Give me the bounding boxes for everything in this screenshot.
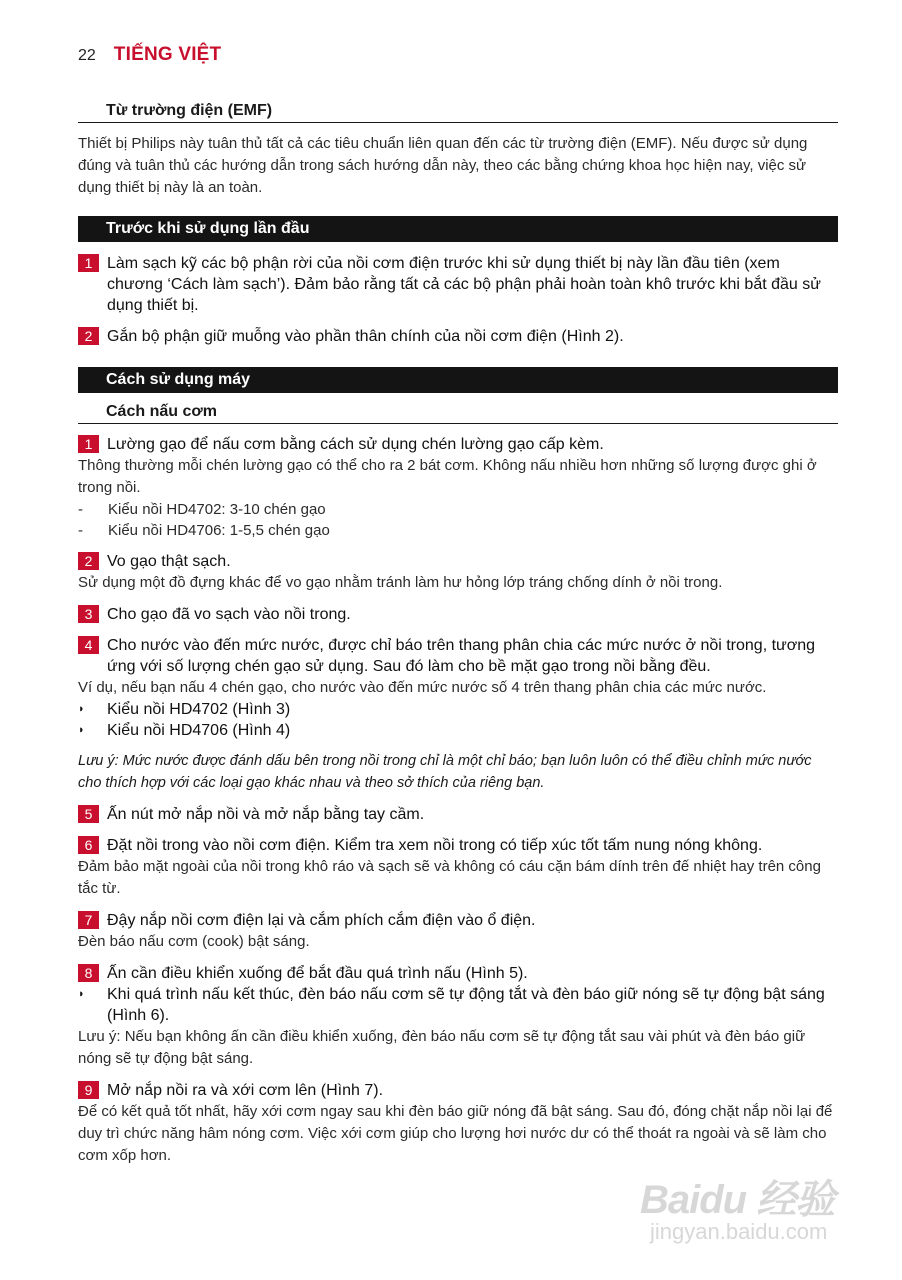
step-number: 1 xyxy=(78,254,99,272)
emf-body: Thiết bị Philips này tuân thủ tất cả các tiêu chuẩn liên quan đến các từ trường điện (EMF). Nếu được sử dụng đúng và tuân thủ các hướng dẫn trong sách hướng dẫn này, theo các bằng chứng khoa học hiện nay, việc sử dụng thiết bị này là an toàn. xyxy=(78,135,808,196)
step-item xyxy=(78,1080,838,1101)
watermark-logo: Baidu 经验 xyxy=(640,1178,835,1222)
step-text: Ấn nút mở nắp nồi và mở nắp bằng tay cầm. xyxy=(107,806,425,823)
step-text: Mở nắp nồi ra và xới cơm lên (Hình 7). xyxy=(107,1082,384,1099)
step-note: Để có kết quả tốt nhất, hãy xới cơm ngay sau khi đèn báo giữ nóng đã bật sáng. Sau đó, đóng chặt nắp nồi lại để duy trì chức năng hâm nóng cơm. Việc xới cơm giúp cho lượng hơi nước dư có thể thoát ra ngoài và sẽ làm cho cơm xốp hơn. xyxy=(78,1103,833,1164)
step-item xyxy=(78,804,838,825)
step-item xyxy=(78,835,838,856)
bullet-text: Kiểu nồi HD4702 (Hình 3) xyxy=(107,701,291,718)
step-note: Đảm bảo mặt ngoài của nồi trong khô ráo và sạch sẽ và không có cáu cặn bám dính trên đế nhiệt hay trên công tắc từ. xyxy=(78,858,821,897)
baidu-watermark xyxy=(640,1168,890,1248)
triangle-bullet-icon: ◗ xyxy=(78,988,85,1000)
watermark-url: jingyan.baidu.com xyxy=(650,1219,828,1244)
step-item xyxy=(78,253,838,316)
step-number: 2 xyxy=(78,552,99,570)
model-text: Kiểu nồi HD4706: 1-5,5 chén gạo xyxy=(108,522,330,539)
step-number: 9 xyxy=(78,1081,99,1099)
bullet-item xyxy=(78,699,838,720)
emf-section xyxy=(78,100,838,199)
step-item xyxy=(78,326,838,347)
step-number: 2 xyxy=(78,327,99,345)
step-number: 3 xyxy=(78,605,99,623)
step-note: Ví dụ, nếu bạn nấu 4 chén gạo, cho nước vào đến mức nước số 4 trên thang phân chia các mức nước. xyxy=(78,679,767,696)
triangle-bullet-icon: ◗ xyxy=(78,724,85,736)
step-note: Sử dụng một đồ đựng khác để vo gạo nhằm tránh làm hư hỏng lớp tráng chống dính ở nồi trong. xyxy=(78,574,723,591)
emf-heading: Từ trường điện (EMF) xyxy=(78,100,838,123)
step-item xyxy=(78,551,838,572)
cooking-subheading: Cách nấu cơm xyxy=(78,401,838,424)
step-item xyxy=(78,963,838,984)
step-text: Cho gạo đã vo sạch vào nồi trong. xyxy=(107,606,351,623)
before-first-use-heading: Trước khi sử dụng lần đầu xyxy=(78,216,838,242)
dash-marker: - xyxy=(78,522,83,539)
step-text: Cho nước vào đến mức nước, được chỉ báo trên thang phân chia các mức nước ở nồi trong, tương ứng với số lượng chén gạo sử dụng. Sau đó làm cho bề mặt gạo trong nồi bằng đều. xyxy=(107,637,816,675)
step-number: 1 xyxy=(78,435,99,453)
before-first-use-section xyxy=(78,216,838,347)
step-number: 6 xyxy=(78,836,99,854)
step-text: Ấn cần điều khiển xuống để bắt đầu quá trình nấu (Hình 5). xyxy=(107,965,528,982)
water-level-note: Lưu ý: Mức nước được đánh dấu bên trong nồi trong chỉ là một chỉ báo; bạn luôn luôn có thể điều chỉnh mức nước cho thích hợp với các loại gạo khác nhau và theo sở thích của riêng bạn. xyxy=(78,753,812,791)
bullet-text: Kiểu nồi HD4706 (Hình 4) xyxy=(107,722,291,739)
usage-section xyxy=(78,367,838,1167)
step-note: Lưu ý: Nếu bạn không ấn cần điều khiển xuống, đèn báo nấu cơm sẽ tự động tắt sau vài phút và đèn báo giữ nóng sẽ tự động bật sáng. xyxy=(78,1028,806,1067)
step-text: Lường gạo để nấu cơm bằng cách sử dụng chén lường gạo cấp kèm. xyxy=(107,436,604,453)
step-note: Thông thường mỗi chén lường gạo có thể cho ra 2 bát cơm. Không nấu nhiều hơn những số lượng được ghi ở trong nồi. xyxy=(78,457,817,496)
step-note: Đèn báo nấu cơm (cook) bật sáng. xyxy=(78,933,310,950)
step-number: 7 xyxy=(78,911,99,929)
step-number: 5 xyxy=(78,805,99,823)
page-number: 22 xyxy=(78,47,96,64)
language-title: TIẾNG VIỆT xyxy=(113,44,222,65)
step-text: Gắn bộ phận giữ muỗng vào phần thân chính của nồi cơm điện (Hình 2). xyxy=(107,328,624,345)
page-header xyxy=(78,44,221,68)
step-text: Đặt nồi trong vào nồi cơm điện. Kiểm tra xem nồi trong có tiếp xúc tốt tấm nung nóng không. xyxy=(107,837,763,854)
step-number: 4 xyxy=(78,636,99,654)
triangle-bullet-icon: ◗ xyxy=(78,703,85,715)
usage-heading: Cách sử dụng máy xyxy=(78,367,838,393)
step-text: Đậy nắp nồi cơm điện lại và cắm phích cắm điện vào ổ điện. xyxy=(107,912,536,929)
step-text: Vo gạo thật sạch. xyxy=(107,553,231,570)
dash-marker: - xyxy=(78,501,83,518)
model-line xyxy=(78,520,838,541)
step-item xyxy=(78,635,838,677)
step-text: Làm sạch kỹ các bộ phận rời của nồi cơm điện trước khi sử dụng thiết bị này lần đầu tiên (xem chương ‘Cách làm sạch’). Đảm bảo rằng tất cả các bộ phận phải hoàn toàn khô trước khi bắt đầu sử dụng thiết bị. xyxy=(107,255,821,314)
model-text: Kiểu nồi HD4702: 3-10 chén gạo xyxy=(108,501,326,518)
bullet-text: Khi quá trình nấu kết thúc, đèn báo nấu cơm sẽ tự động tắt và đèn báo giữ nóng sẽ tự động bật sáng (Hình 6). xyxy=(107,986,825,1024)
step-item xyxy=(78,604,838,625)
bullet-item xyxy=(78,984,838,1026)
step-number: 8 xyxy=(78,964,99,982)
bullet-item xyxy=(78,720,838,741)
step-item xyxy=(78,910,838,931)
model-line xyxy=(78,499,838,520)
step-item xyxy=(78,434,838,455)
